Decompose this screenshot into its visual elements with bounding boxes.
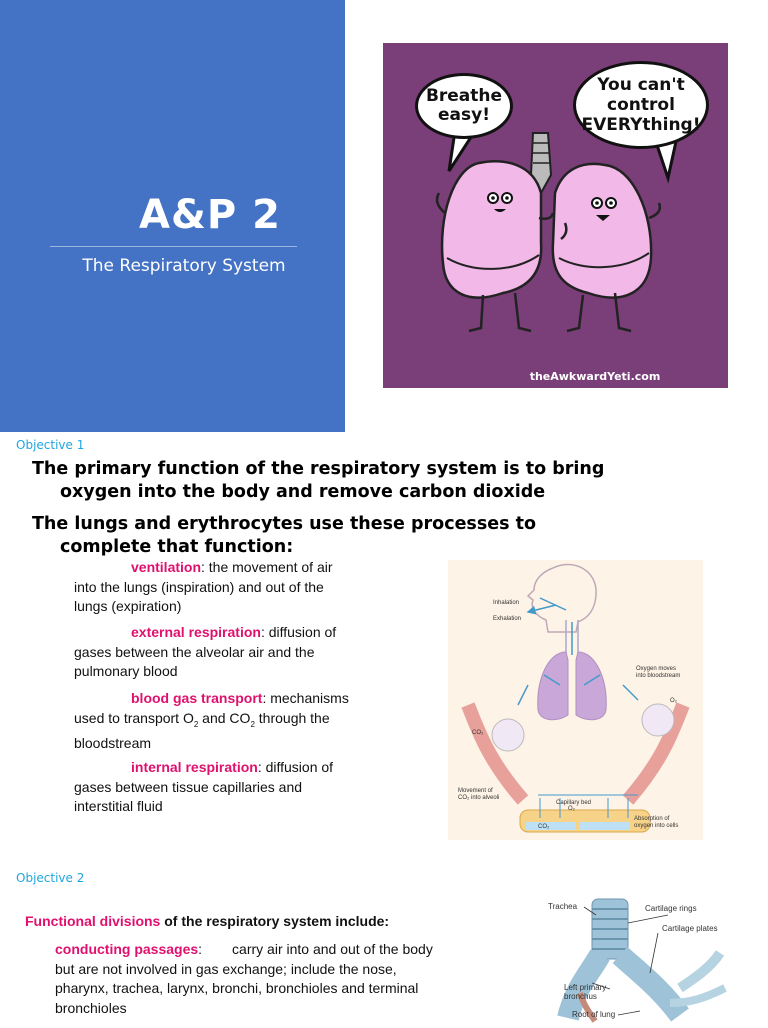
label-exhalation: Exhalation [493,616,522,622]
term-internal-respiration: internal respiration [131,759,258,775]
label-oxygen-moves: Oxygen moves into bloodstream [636,666,681,679]
process-blood-gas-transport: blood gas transport: mechanisms used to transport $O_2$ and $CO_2$ through the bloodstream [74,690,349,751]
label-movement-co2: Movement of CO₂ into alveoli [458,788,500,801]
title-divider [50,246,297,247]
primary-function-line-2: oxygen into the body and remove carbon dioxide [60,482,546,502]
conducting-passages-text: conducting passages: carry air into and out of the body but are not involved in gas exchange; include the nose, pharynx, trachea, larynx, bronchi, bronchioles and terminal bronchioles [55,941,433,1016]
processes-intro-line-2: complete that function: [60,537,294,557]
objective-label-2: Objective 2 [16,871,85,885]
term-conducting-passages: conducting passages [55,941,199,957]
process-ventilation: ventilation: the movement of air into the lungs (inspiration) and out of the lungs (expiration) [74,559,333,614]
label-cartilage-plates: Cartilage plates [662,924,718,933]
term-blood-gas-transport: blood gas transport [131,690,263,706]
lungs-comic [383,43,728,388]
label-co2-left: CO₂ [472,730,484,736]
speech-bubble-left: Breathe easy! [415,73,513,139]
label-inhalation: Inhalation [493,600,520,606]
process-internal-respiration: internal respiration: diffusion of gases between tissue capillaries and interstitial fluid [74,759,334,814]
primary-function-line-1: The primary function of the respiratory system is to bring [32,459,605,479]
label-left-primary-bronchus: Left primary bronchus [564,983,607,1001]
primary-function-text [32,458,702,504]
right-lung-legs [567,293,631,331]
processes-intro-text [32,513,702,559]
objective-label-1: Objective 1 [16,438,85,452]
label-root-of-lung: Root of lung [572,1010,616,1019]
label-o2-capillary: O₂ [568,806,575,812]
functional-divisions-heading: Functional divisions of the respiratory system include: [25,913,390,929]
comic-credit: theAwkwardYeti.com [529,370,661,383]
label-cartilage-rings: Cartilage rings [645,904,697,913]
label-trachea: Trachea [548,902,578,911]
slide-subtitle: The Respiratory System [82,256,286,276]
label-capillary-bed: Capillary bed [556,800,592,806]
label-co2-capillary: CO₂ [538,824,550,830]
left-lung [442,161,541,297]
trachea-bronchi-figure [530,893,760,1024]
process-external-respiration: external respiration: diffusion of gases between the alveolar air and the pulmonary blood [74,624,337,679]
processes-intro-line-1: The lungs and erythrocytes use these processes to [32,514,537,534]
speech-bubble-right: You can't control EVERYthing! [573,61,709,149]
term-ventilation: ventilation [131,559,202,575]
label-absorption-oxygen: Absorption of oxygen into cells [634,816,679,829]
right-lung [553,164,651,298]
term-functional-divisions: Functional divisions [25,913,161,929]
label-o2-right: O₂ [670,698,677,704]
respiration-process-figure [448,560,703,840]
term-external-respiration: external respiration [131,624,261,640]
slide-title: A&P 2 [139,192,281,238]
